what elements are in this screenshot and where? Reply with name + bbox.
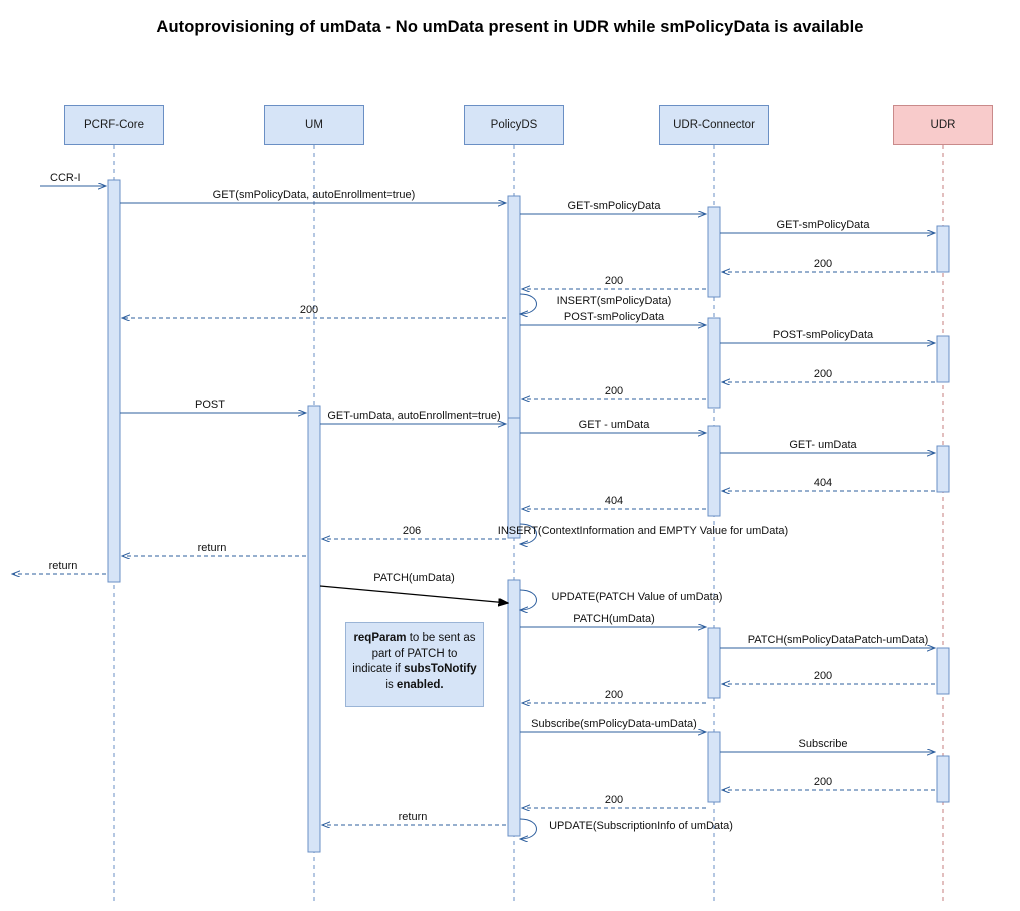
note-reqparam [345, 622, 484, 707]
message-label: return [398, 811, 428, 823]
message-arrows [12, 186, 935, 574]
lifeline-label-udr-connector: UDR-Connector [673, 119, 755, 131]
message-label: GET - umData [578, 419, 650, 431]
lifeline-label-udr: UDR [930, 119, 956, 131]
note-line-3-post: is [385, 678, 394, 691]
message-label: GET-smPolicyData [567, 200, 661, 212]
message-label: PATCH(umData) [373, 572, 455, 584]
message-label: GET(smPolicyData, autoEnrollment=true) [212, 189, 416, 201]
message-label: UPDATE(SubscriptionInfo of umData) [549, 820, 733, 832]
message-label: 200 [813, 258, 833, 270]
message-label: PATCH(umData) [573, 613, 655, 625]
note-line-1-rest: to be sent as [406, 632, 476, 644]
lifeline-head-udr-connector [659, 105, 769, 145]
message-label: GET-smPolicyData [776, 219, 870, 231]
note-line-4: enabled. [396, 678, 444, 691]
message-label: return [48, 560, 78, 572]
message-label: INSERT(smPolicyData) [556, 295, 672, 307]
lifeline-label-pcrf: PCRF-Core [83, 119, 145, 131]
message-label: Subscribe [798, 738, 848, 750]
note-line-2: part of PATCH to indicate [352, 647, 458, 676]
activation-bars [108, 180, 949, 852]
lifeline-label-um: UM [305, 119, 323, 131]
lifeline-head-um [264, 105, 364, 145]
page-title: Autoprovisioning of umData - No umData present in UDR while smPolicyData is available [156, 18, 864, 36]
message-label: Subscribe(smPolicyData-umData) [531, 718, 697, 730]
message-label: GET- umData [789, 439, 857, 451]
note-line-1-bold: reqParam [353, 632, 407, 644]
message-label: UPDATE(PATCH Value of umData) [551, 591, 723, 603]
message-label: POST-smPolicyData [772, 329, 874, 341]
message-label: POST-smPolicyData [563, 311, 665, 323]
message-label: 200 [813, 776, 833, 788]
message-label: 200 [299, 304, 319, 316]
message-label: 206 [402, 525, 422, 537]
lifeline-label-policyds: PolicyDS [490, 119, 538, 131]
message-label: 200 [604, 385, 624, 397]
lifeline-head-pcrf [64, 105, 164, 145]
lifeline-head-udr [893, 105, 993, 145]
message-label: GET-umData, autoEnrollment=true) [327, 410, 501, 422]
message-label: 404 [604, 495, 624, 507]
message-label: 404 [813, 477, 833, 489]
message-label: INSERT(ContextInformation and EMPTY Value for umData) [497, 525, 789, 537]
message-label: return [197, 542, 227, 554]
patch-umdata-arrow [320, 586, 508, 603]
message-label: PATCH(smPolicyDataPatch-umData) [747, 634, 929, 646]
message-label: 200 [604, 689, 624, 701]
note-line-3-bold: subsToNotify [404, 663, 477, 676]
lifeline-head-policyds [464, 105, 564, 145]
message-label: 200 [813, 368, 833, 380]
message-label: CCR-I [50, 172, 81, 184]
message-label: 200 [604, 794, 624, 806]
message-label: 200 [813, 670, 833, 682]
message-label: 200 [604, 275, 624, 287]
note-line-3-pre: if [395, 663, 405, 676]
message-label: POST [195, 399, 225, 411]
